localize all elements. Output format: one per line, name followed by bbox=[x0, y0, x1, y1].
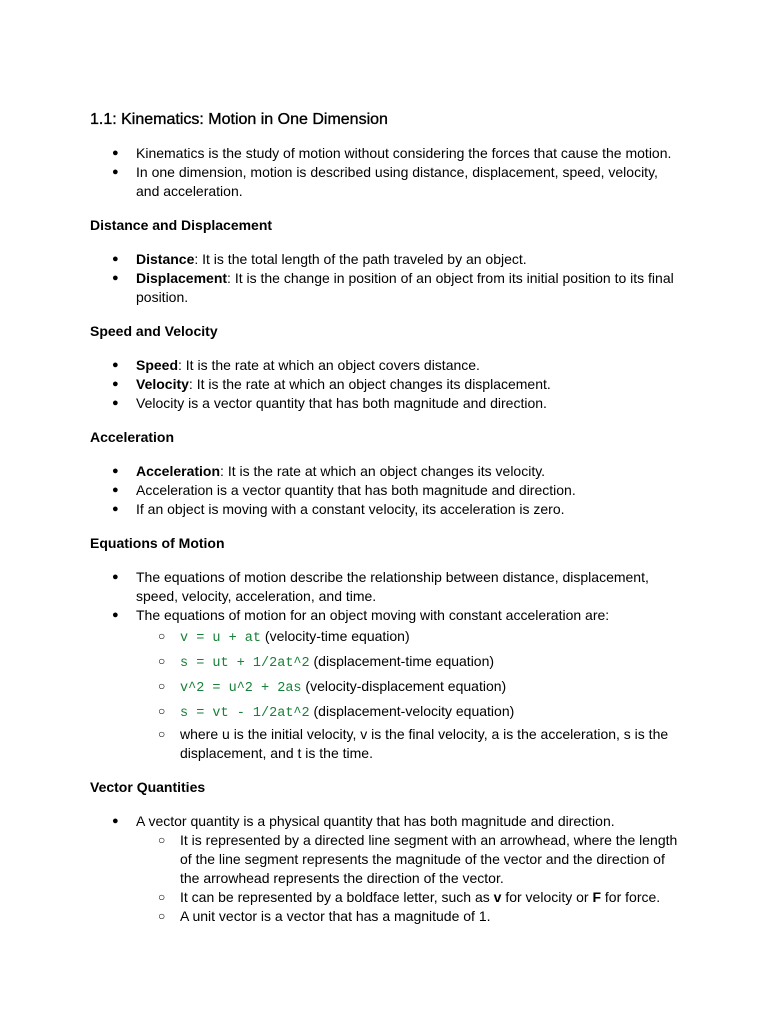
speed-list bbox=[90, 356, 680, 413]
section-heading-speed: Speed and Velocity bbox=[90, 323, 218, 339]
equations-list bbox=[90, 568, 680, 763]
acceleration-list bbox=[90, 462, 680, 519]
list-item: ● The equations of motion for an object moving with constant acceleration are: ○ v = u + at (velocity-time equation) ○ s = ut + 1/2at^2 (displacement-time equation) ○ v^2 = u^2 + 2as (velocity-displacement equation) ○ s = vt - 1/2at^2 (displacement-velocity equation) ○ where u is the initial velocity, v is the final velocity, a is the acceleration, s is the displacement, and t is the time. bbox=[90, 606, 680, 763]
list-item: ● Displacement: It is the change in position of an object from its initial position to its final position. bbox=[90, 269, 680, 307]
vectors-sublist bbox=[136, 831, 680, 926]
list-item: ○ where u is the initial velocity, v is the final velocity, a is the acceleration, s is the displacement, and t is the time. bbox=[90, 725, 680, 763]
list-item: ○ A unit vector is a vector that has a magnitude of 1. bbox=[90, 907, 680, 926]
equation-code: v^2 = u^2 + 2as bbox=[180, 681, 302, 696]
term: Displacement bbox=[136, 270, 228, 286]
equation-code: s = ut + 1/2at^2 bbox=[180, 656, 310, 671]
list-item: ● Kinematics is the study of motion without considering the forces that cause the motion. bbox=[90, 144, 680, 163]
list-item: ○ It can be represented by a boldface letter, such as v for velocity or F for force. bbox=[90, 888, 680, 907]
equations-sublist bbox=[136, 625, 680, 763]
term: Velocity bbox=[136, 376, 189, 392]
equation-item: ○ s = ut + 1/2at^2 (displacement-time equation) bbox=[90, 650, 680, 675]
section-heading-equations: Equations of Motion bbox=[90, 535, 225, 551]
list-item: ● Distance: It is the total length of the path traveled by an object. bbox=[90, 250, 680, 269]
section-heading-vectors: Vector Quantities bbox=[90, 779, 206, 795]
page-title: 1.1: Kinematics: Motion in One Dimension bbox=[90, 111, 388, 128]
equation-code: s = vt - 1/2at^2 bbox=[180, 706, 310, 721]
distance-list bbox=[90, 250, 680, 307]
vectors-list bbox=[90, 812, 680, 926]
section-heading-distance: Distance and Displacement bbox=[90, 217, 273, 233]
section-heading-acceleration: Acceleration bbox=[90, 429, 175, 445]
term: Speed bbox=[136, 357, 179, 373]
term: Distance bbox=[136, 251, 195, 267]
list-item: ● The equations of motion describe the relationship between distance, displacement, speed, velocity, acceleration, and time. bbox=[90, 568, 680, 606]
intro-list bbox=[90, 144, 680, 201]
list-item: ● Velocity: It is the rate at which an object changes its displacement. bbox=[90, 375, 680, 394]
equation-item: ○ v^2 = u^2 + 2as (velocity-displacement equation) bbox=[90, 675, 680, 700]
list-item: ● Acceleration: It is the rate at which an object changes its velocity. bbox=[90, 462, 680, 481]
term: Acceleration bbox=[136, 463, 221, 479]
list-item: ● Acceleration is a vector quantity that has both magnitude and direction. bbox=[90, 481, 680, 500]
equation-item: ○ s = vt - 1/2at^2 (displacement-velocity equation) bbox=[90, 700, 680, 725]
list-item: ○ It is represented by a directed line segment with an arrowhead, where the length of the line segment represents the magnitude of the vector and the direction of the arrowhead represents the direction of the vector. bbox=[90, 831, 680, 888]
list-item: ● If an object is moving with a constant velocity, its acceleration is zero. bbox=[90, 500, 680, 519]
document-content bbox=[90, 108, 680, 926]
equation-code: v = u + at bbox=[180, 631, 262, 646]
equation-item: ○ v = u + at (velocity-time equation) bbox=[90, 625, 680, 650]
list-item: ● A vector quantity is a physical quantity that has both magnitude and direction. ○ It is represented by a directed line segment with an arrowhead, where the length of the line segment represents the magnitude of the vector and the direction of the arrowhead represents the direction of the vector. ○ It can be represented by a boldface letter, such as v for velocity or F for force. ○ A unit vector is a vector that has a magnitude of 1. bbox=[90, 812, 680, 926]
list-item: ● Velocity is a vector quantity that has both magnitude and direction. bbox=[90, 394, 680, 413]
list-item: ● In one dimension, motion is described using distance, displacement, speed, velocity, and acceleration. bbox=[90, 163, 680, 201]
list-item: ● Speed: It is the rate at which an object covers distance. bbox=[90, 356, 680, 375]
